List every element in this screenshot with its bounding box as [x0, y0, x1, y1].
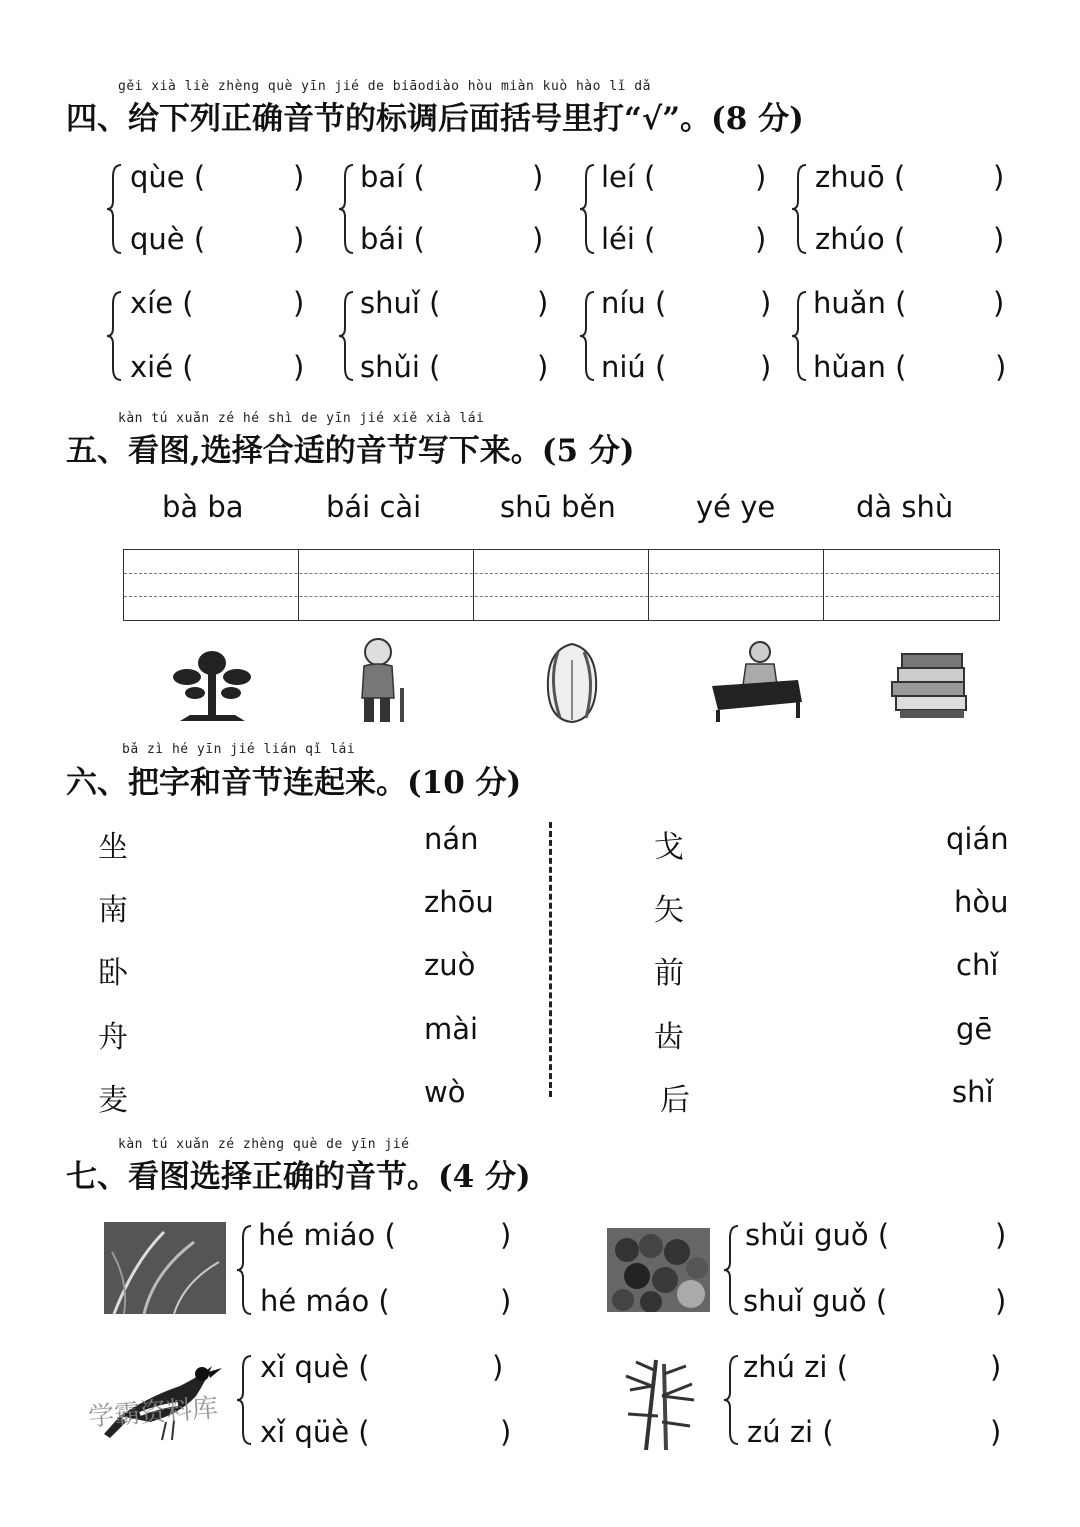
char-item[interactable]: 前: [654, 956, 684, 991]
paren-close: ): [995, 1218, 1007, 1252]
syllable-option: bái cài: [326, 490, 422, 524]
syllable-item[interactable]: hòu: [954, 885, 1009, 919]
paren-close: ): [995, 1284, 1007, 1318]
option-a[interactable]: shǔi guǒ (: [745, 1218, 890, 1252]
option-b[interactable]: shuǐ guǒ (: [743, 1284, 888, 1318]
option-a[interactable]: xíe (: [130, 286, 194, 320]
brace-icon: [578, 163, 596, 255]
option-a[interactable]: zhuō (: [815, 160, 906, 194]
s6-title: 六、把字和音节连起来。(10 分): [66, 765, 522, 801]
option-b[interactable]: niú (: [601, 350, 667, 384]
option-b[interactable]: què (: [130, 222, 206, 256]
char-item[interactable]: 麦: [98, 1083, 128, 1118]
syllable-item[interactable]: zuò: [424, 948, 476, 982]
option-b[interactable]: bái (: [360, 222, 425, 256]
char-item[interactable]: 南: [98, 893, 128, 928]
option-b[interactable]: hǔan (: [813, 350, 907, 384]
syllable-item[interactable]: gē: [956, 1012, 993, 1046]
option-a[interactable]: baí (: [360, 160, 425, 194]
option-a[interactable]: zhú zi (: [743, 1350, 849, 1384]
paren-close: ): [760, 350, 772, 384]
syllable-option: shū běn: [500, 490, 616, 524]
brace-icon: [790, 163, 808, 255]
s7-title: 七、看图选择正确的音节。(4 分): [66, 1159, 531, 1195]
char-item[interactable]: 齿: [654, 1020, 684, 1055]
paren-close: ): [537, 286, 549, 320]
option-b[interactable]: zhúo (: [815, 222, 906, 256]
brace-icon: [337, 290, 355, 382]
grandpa-picture: [352, 636, 410, 724]
books-picture: [888, 644, 974, 722]
paren-close: ): [990, 1415, 1002, 1449]
syllable-option: dà shù: [856, 490, 954, 524]
option-b[interactable]: shǔi (: [360, 350, 441, 384]
s7-pinyin: kàn tú xuǎn zé zhèng què de yīn jié: [118, 1137, 410, 1152]
syllable-item[interactable]: nán: [424, 822, 479, 856]
paren-close: ): [993, 160, 1005, 194]
brace-icon: [722, 1354, 740, 1446]
paren-close: ): [500, 1284, 512, 1318]
brace-icon: [790, 290, 808, 382]
option-a[interactable]: shuǐ (: [360, 286, 441, 320]
syllable-option: bà ba: [162, 490, 244, 524]
syllable-item[interactable]: shǐ: [952, 1075, 994, 1109]
paren-close: ): [293, 350, 305, 384]
writing-grid[interactable]: [123, 549, 1000, 621]
option-a[interactable]: qùe (: [130, 160, 206, 194]
option-a[interactable]: níu (: [601, 286, 667, 320]
watermark: 学霸资料库: [87, 1393, 220, 1433]
bamboo-picture: [606, 1356, 712, 1450]
syllable-option: yé ye: [696, 490, 776, 524]
paren-close: ): [293, 160, 305, 194]
paren-close: ): [760, 286, 772, 320]
char-item[interactable]: 舟: [98, 1020, 128, 1055]
brace-icon: [235, 1224, 253, 1316]
char-item[interactable]: 矢: [654, 893, 684, 928]
syllable-item[interactable]: zhōu: [424, 885, 494, 919]
paren-close: ): [990, 1350, 1002, 1384]
paren-close: ): [293, 286, 305, 320]
option-a[interactable]: hé miáo (: [258, 1218, 396, 1252]
option-b[interactable]: hé máo (: [260, 1284, 390, 1318]
paren-close: ): [532, 222, 544, 256]
paren-close: ): [500, 1218, 512, 1252]
paren-close: ): [492, 1350, 504, 1384]
s5-title: 五、看图,选择合适的音节写下来。(5 分): [66, 433, 635, 469]
s6-pinyin: bǎ zì hé yīn jié lián qǐ lái: [122, 742, 356, 757]
syllable-item[interactable]: mài: [424, 1012, 479, 1046]
syllable-item[interactable]: qián: [946, 822, 1009, 856]
syllable-item[interactable]: chǐ: [956, 948, 999, 982]
s5-pinyin: kàn tú xuǎn zé hé shì de yīn jié xiě xià lái: [118, 411, 485, 426]
seedling-picture: [104, 1222, 226, 1314]
paren-close: ): [993, 222, 1005, 256]
dashed-divider: [549, 822, 552, 1097]
option-a[interactable]: xǐ què (: [260, 1350, 370, 1384]
char-item[interactable]: 坐: [98, 830, 128, 865]
brace-icon: [337, 163, 355, 255]
brace-icon: [105, 290, 123, 382]
syllable-item[interactable]: wò: [424, 1075, 466, 1109]
s4-title: 四、给下列正确音节的标调后面括号里打“√”。(8 分): [66, 101, 804, 137]
paren-close: ): [993, 286, 1005, 320]
paren-close: ): [755, 160, 767, 194]
paren-close: ): [500, 1415, 512, 1449]
option-b[interactable]: léi (: [601, 222, 656, 256]
option-a[interactable]: huǎn (: [813, 286, 907, 320]
paren-close: ): [995, 350, 1007, 384]
paren-close: ): [755, 222, 767, 256]
brace-icon: [578, 290, 596, 382]
fruit-picture: [607, 1228, 710, 1312]
cabbage-picture: [538, 640, 606, 724]
paren-close: ): [532, 160, 544, 194]
brace-icon: [235, 1354, 253, 1446]
paren-close: ): [293, 222, 305, 256]
char-item[interactable]: 后: [660, 1083, 690, 1118]
option-a[interactable]: leí (: [601, 160, 656, 194]
brace-icon: [722, 1224, 740, 1316]
desk-picture: [708, 636, 804, 724]
paren-close: ): [537, 350, 549, 384]
option-b[interactable]: zú zi (: [747, 1415, 834, 1449]
s4-pinyin: gěi xià liè zhèng què yīn jié de biāodiào hòu miàn kuò hào lǐ dǎ: [118, 79, 651, 94]
option-b[interactable]: xié (: [130, 350, 194, 384]
tree-picture: [165, 645, 260, 725]
char-item[interactable]: 卧: [98, 956, 128, 991]
option-b[interactable]: xǐ qüè (: [260, 1415, 370, 1449]
brace-icon: [105, 163, 123, 255]
char-item[interactable]: 戈: [654, 830, 684, 865]
